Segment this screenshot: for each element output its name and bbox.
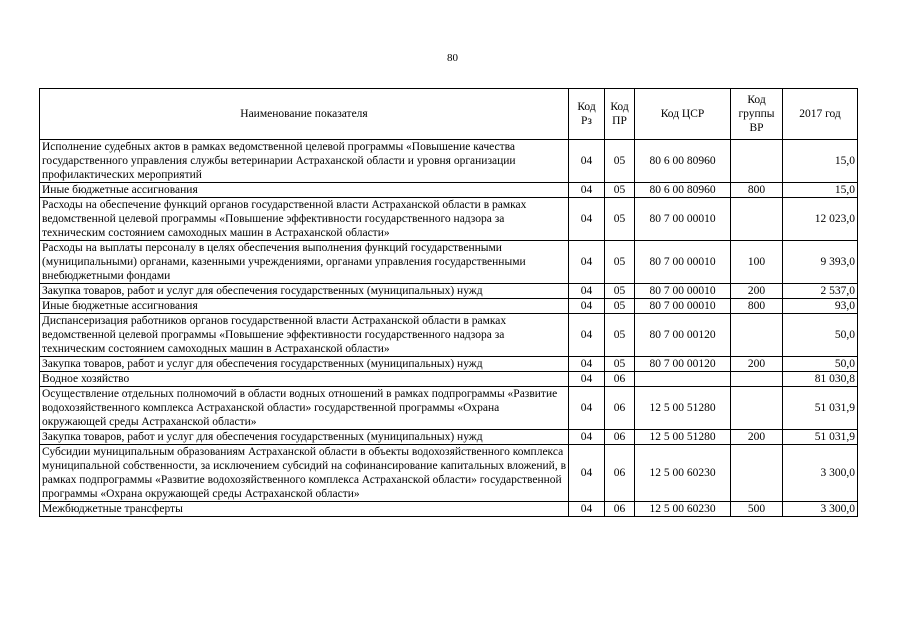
row-csr: 80 6 00 80960 bbox=[635, 183, 731, 198]
row-rz: 04 bbox=[569, 502, 605, 517]
table-header-row bbox=[40, 89, 858, 140]
row-rz: 04 bbox=[569, 430, 605, 445]
row-pr: 05 bbox=[605, 241, 635, 284]
row-name: Межбюджетные трансферты bbox=[40, 502, 569, 517]
row-pr: 06 bbox=[605, 430, 635, 445]
row-vr: 800 bbox=[731, 183, 783, 198]
row-name: Иные бюджетные ассигнования bbox=[40, 299, 569, 314]
row-pr: 06 bbox=[605, 372, 635, 387]
row-rz: 04 bbox=[569, 445, 605, 502]
row-pr: 05 bbox=[605, 299, 635, 314]
header-csr: Код ЦСР bbox=[635, 89, 731, 140]
row-sum: 15,0 bbox=[783, 140, 858, 183]
row-rz: 04 bbox=[569, 314, 605, 357]
row-name: Осуществление отдельных полномочий в области водных отношений в рамках подпрограммы «Развитие водохозяйственного комплекса Астраханской области» государственной программы «Охрана окружающей среды Астраханской области» bbox=[40, 387, 569, 430]
row-csr: 80 7 00 00010 bbox=[635, 241, 731, 284]
table-row bbox=[40, 140, 858, 183]
row-pr: 05 bbox=[605, 357, 635, 372]
row-rz: 04 bbox=[569, 183, 605, 198]
row-csr: 80 7 00 00120 bbox=[635, 314, 731, 357]
row-csr: 80 7 00 00120 bbox=[635, 357, 731, 372]
header-name: Наименование показателя bbox=[40, 89, 569, 140]
row-vr: 200 bbox=[731, 430, 783, 445]
table-row bbox=[40, 445, 858, 502]
row-sum: 51 031,9 bbox=[783, 430, 858, 445]
row-sum: 3 300,0 bbox=[783, 445, 858, 502]
row-rz: 04 bbox=[569, 299, 605, 314]
row-vr bbox=[731, 387, 783, 430]
table-row bbox=[40, 198, 858, 241]
row-rz: 04 bbox=[569, 140, 605, 183]
row-csr: 12 5 00 51280 bbox=[635, 387, 731, 430]
row-name: Расходы на обеспечение функций органов государственной власти Астраханской области в рамках ведомственной целевой программы «Повышение эффективности государственного надзора за техническим состоянием самоходных машин в Астраханской области» bbox=[40, 198, 569, 241]
table-row bbox=[40, 314, 858, 357]
row-sum: 93,0 bbox=[783, 299, 858, 314]
row-sum: 2 537,0 bbox=[783, 284, 858, 299]
row-rz: 04 bbox=[569, 387, 605, 430]
row-vr bbox=[731, 198, 783, 241]
header-pr: Код ПР bbox=[605, 89, 635, 140]
row-vr bbox=[731, 445, 783, 502]
row-vr: 500 bbox=[731, 502, 783, 517]
table-row bbox=[40, 241, 858, 284]
row-rz: 04 bbox=[569, 241, 605, 284]
row-vr: 200 bbox=[731, 284, 783, 299]
row-rz: 04 bbox=[569, 372, 605, 387]
row-rz: 04 bbox=[569, 198, 605, 241]
row-name: Закупка товаров, работ и услуг для обеспечения государственных (муниципальных) нужд bbox=[40, 357, 569, 372]
row-name: Субсидии муниципальным образованиям Астраханской области в объекты водохозяйственного комплекса муниципальной собственности, за исключением субсидий на софинансирование капитальных вложений, в рамках подпрограммы «Развитие водохозяйственного комплекса Астраханской области» государственной программы «Охрана окружающей среды Астраханской области» bbox=[40, 445, 569, 502]
row-vr: 200 bbox=[731, 357, 783, 372]
header-rz: Код Рз bbox=[569, 89, 605, 140]
row-sum: 12 023,0 bbox=[783, 198, 858, 241]
table-row bbox=[40, 183, 858, 198]
row-pr: 05 bbox=[605, 183, 635, 198]
row-name: Иные бюджетные ассигнования bbox=[40, 183, 569, 198]
row-rz: 04 bbox=[569, 284, 605, 299]
row-pr: 05 bbox=[605, 314, 635, 357]
budget-table bbox=[39, 88, 858, 517]
row-csr: 12 5 00 60230 bbox=[635, 502, 731, 517]
row-sum: 9 393,0 bbox=[783, 241, 858, 284]
table-row bbox=[40, 284, 858, 299]
row-vr: 800 bbox=[731, 299, 783, 314]
row-sum: 81 030,8 bbox=[783, 372, 858, 387]
table-row bbox=[40, 387, 858, 430]
row-name: Водное хозяйство bbox=[40, 372, 569, 387]
table-row bbox=[40, 502, 858, 517]
table-row bbox=[40, 430, 858, 445]
row-vr bbox=[731, 140, 783, 183]
row-pr: 05 bbox=[605, 140, 635, 183]
row-csr: 12 5 00 51280 bbox=[635, 430, 731, 445]
table-row bbox=[40, 357, 858, 372]
row-csr: 12 5 00 60230 bbox=[635, 445, 731, 502]
page-number: 80 bbox=[447, 52, 458, 64]
row-vr bbox=[731, 314, 783, 357]
row-csr: 80 7 00 00010 bbox=[635, 299, 731, 314]
row-name: Исполнение судебных актов в рамках ведомственной целевой программы «Повышение качества государственного управления службы ветеринарии Астраханской области и уровня организации профилактических мероприятий bbox=[40, 140, 569, 183]
row-pr: 05 bbox=[605, 284, 635, 299]
row-sum: 51 031,9 bbox=[783, 387, 858, 430]
row-sum: 50,0 bbox=[783, 314, 858, 357]
row-vr: 100 bbox=[731, 241, 783, 284]
header-vr: Код группы ВР bbox=[731, 89, 783, 140]
row-csr: 80 6 00 80960 bbox=[635, 140, 731, 183]
row-vr bbox=[731, 372, 783, 387]
row-pr: 06 bbox=[605, 445, 635, 502]
row-csr: 80 7 00 00010 bbox=[635, 198, 731, 241]
row-sum: 50,0 bbox=[783, 357, 858, 372]
row-pr: 06 bbox=[605, 502, 635, 517]
row-name: Расходы на выплаты персоналу в целях обеспечения выполнения функций государственными (муниципальными) органами, казенными учреждениями, органами управления государственными внебюджетными фондами bbox=[40, 241, 569, 284]
row-rz: 04 bbox=[569, 357, 605, 372]
row-name: Закупка товаров, работ и услуг для обеспечения государственных (муниципальных) нужд bbox=[40, 430, 569, 445]
row-sum: 15,0 bbox=[783, 183, 858, 198]
row-pr: 05 bbox=[605, 198, 635, 241]
table-row bbox=[40, 299, 858, 314]
row-pr: 06 bbox=[605, 387, 635, 430]
row-name: Закупка товаров, работ и услуг для обеспечения государственных (муниципальных) нужд bbox=[40, 284, 569, 299]
row-csr bbox=[635, 372, 731, 387]
row-sum: 3 300,0 bbox=[783, 502, 858, 517]
row-name: Диспансеризация работников органов государственной власти Астраханской области в рамках ведомственной целевой программы «Повышение эффективности государственного надзора за техническим состоянием самоходных машин в Астраханской области» bbox=[40, 314, 569, 357]
header-year: 2017 год bbox=[783, 89, 858, 140]
table-row bbox=[40, 372, 858, 387]
row-csr: 80 7 00 00010 bbox=[635, 284, 731, 299]
